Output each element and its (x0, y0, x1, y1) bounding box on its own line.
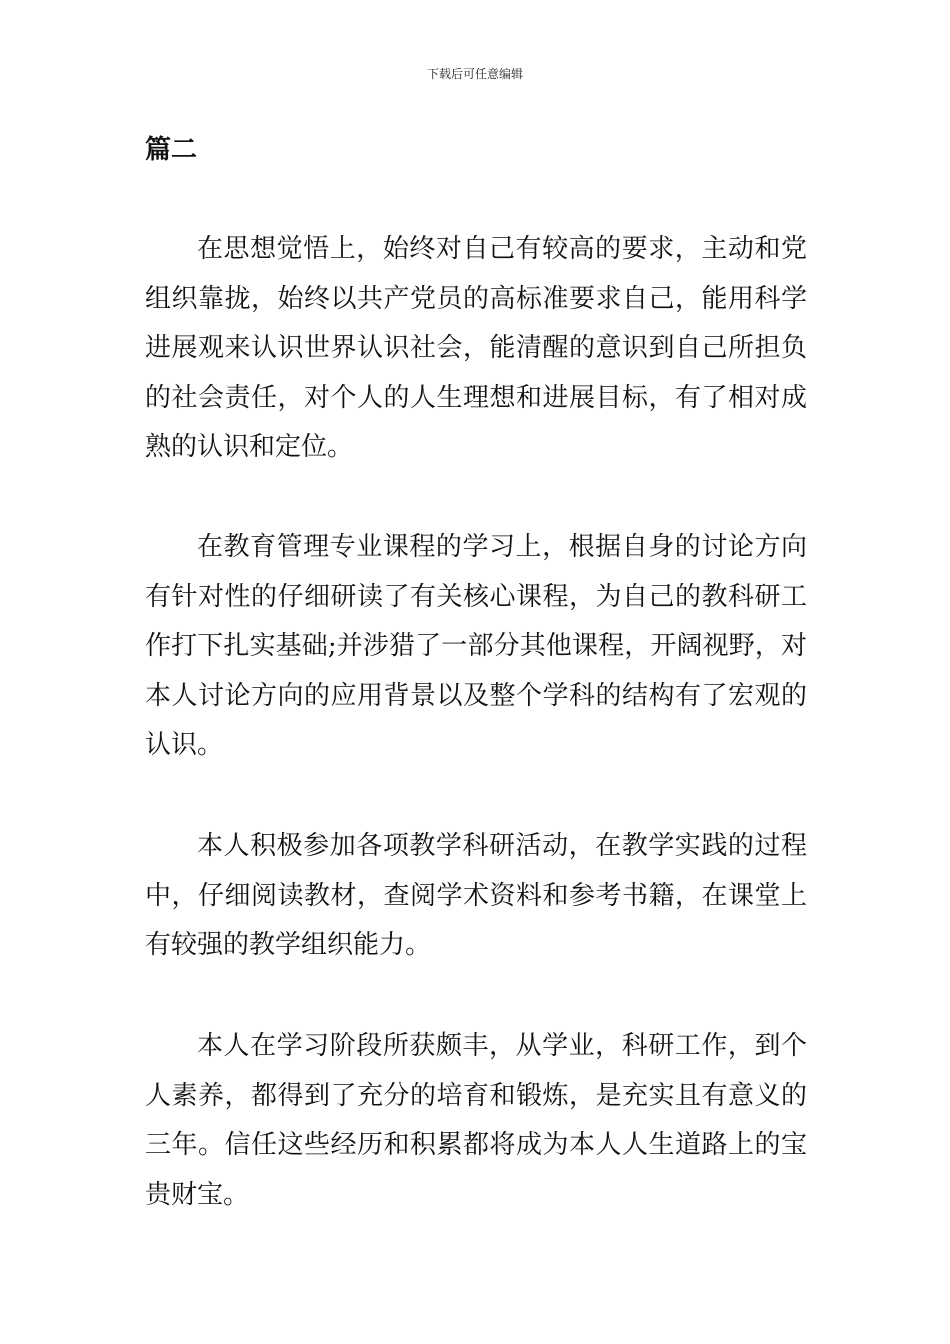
header-note: 下载后可任意编辑 (426, 67, 523, 81)
paragraph-2: 在教育管理专业课程的学习上，根据自身的讨论方向有针对性的仔细研读了有关核心课程，为自己的教科研工作打下扎实基础;并涉猎了一部分其他课程，开阔视野，对本人讨论方向的应用背景以及整个学科的结构有了宏观的认识。 (145, 532, 807, 760)
paragraph-4: 本人在学习阶段所获颇丰，从学业，科研工作，到个人素养，都得到了充分的培育和锻炼，是充实且有意义的三年。信任这些经历和积累都将成为本人人生道路上的宝贵财宝。 (145, 1031, 807, 1210)
paragraph-3: 本人积极参加各项教学科研活动，在教学实践的过程中，仔细阅读教材，查阅学术资料和参考书籍，在课堂上有较强的教学组织能力。 (145, 831, 807, 960)
paragraph-1: 在思想觉悟上，始终对自己有较高的要求，主动和党组织靠拢，始终以共产党员的高标准要求自己，能用科学进展观来认识世界认识社会，能清醒的意识到自己所担负的社会责任，对个人的人生理想和进展目标，有了相对成熟的认识和定位。 (145, 234, 807, 462)
section-title: 篇二 (145, 135, 198, 165)
